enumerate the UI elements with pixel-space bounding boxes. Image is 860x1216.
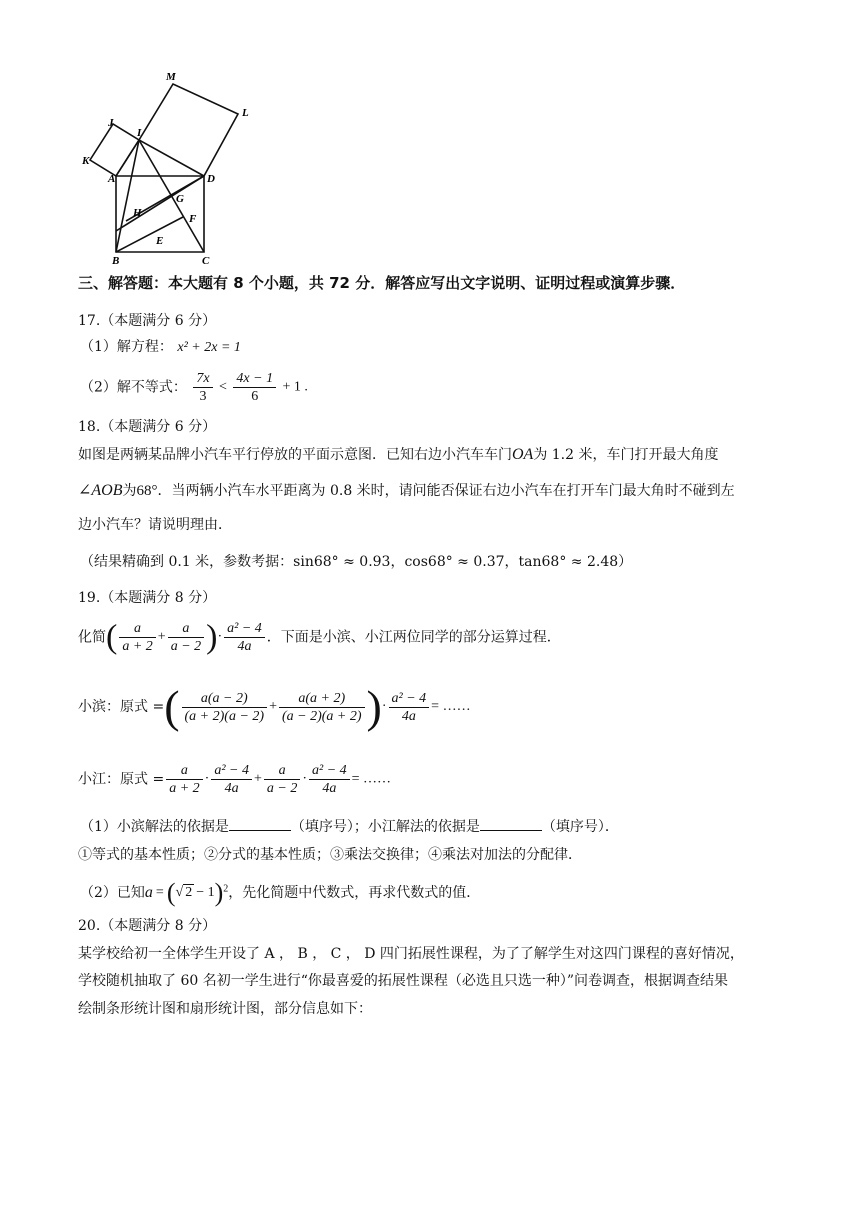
q17-rhs-den: 6 (251, 389, 259, 404)
q17-p2-lhs (193, 370, 212, 405)
q17-lhs-den: 3 (199, 389, 207, 404)
label-m: M (166, 71, 176, 83)
xb-f2-den: (a − 2)(a + 2) (281, 708, 362, 724)
q19-simplify-label: 化简 (78, 629, 106, 646)
q17-p2-rhs (233, 370, 276, 405)
q18-line2-b: ．当两辆小汽车水平距离为 0.8 米时，请问能否保证右边小汽车在打开车门最大角时不碰到左 (157, 483, 735, 499)
q19-f1 (119, 620, 155, 655)
answer-blank-2[interactable] (480, 818, 542, 831)
q19-p1-b: （填序号）；小江解法的依据是 (290, 819, 480, 835)
xj-f1 (166, 762, 202, 797)
xj-f3 (264, 762, 300, 797)
q19-p2-b: ，先化简题中代数式，再求代数式的值． (228, 885, 481, 901)
section-heading: 三、解答题：本大题有 8 个小题，共 72 分．解答应写出文字说明、证明过程或演算步骤． (78, 274, 686, 292)
q19-plus: + (157, 629, 166, 645)
q19-f2 (168, 620, 204, 655)
xj-f1-num: a (166, 762, 202, 780)
label-j: J (108, 117, 114, 129)
q17-part2 (80, 370, 308, 405)
q17-part1 (80, 338, 241, 357)
q19-p1-a: （1）小滨解法的依据是 (80, 819, 229, 835)
xj-f4 (309, 762, 350, 797)
xj-f1-den: a + 2 (169, 781, 200, 796)
xb-plus: + (269, 699, 277, 714)
xb-f3-num: a² − 4 (389, 690, 430, 708)
xb-f2-num: a(a + 2) (279, 690, 365, 708)
q20-header: 20.（本题满分 8 分） (78, 918, 217, 934)
q19-f3-den: 4a (237, 639, 252, 654)
q19-p1-c: （填序号）． (541, 819, 619, 835)
label-f: F (189, 213, 197, 225)
q18-deg: 68° (136, 483, 158, 499)
q19-f2-den: a − 2 (170, 639, 202, 654)
xb-dot: · (381, 699, 387, 714)
q17-header: 17.（本题满分 6 分） (78, 313, 217, 329)
label-g: G (176, 193, 184, 205)
q18-angle: ∠AOB (78, 482, 123, 499)
geometry-figure (78, 66, 338, 266)
q19-f3-num: a² − 4 (224, 620, 265, 638)
xj-f4-num: a² − 4 (309, 762, 350, 780)
q19-f3 (224, 620, 265, 655)
q19-f2-num: a (168, 620, 204, 638)
q17-lhs-num: 7x (193, 370, 212, 388)
q17-rhs-num: 4x − 1 (233, 370, 276, 388)
q19-p2-var: a (144, 884, 153, 901)
xb-f1-num: a(a − 2) (182, 690, 268, 708)
label-e: E (156, 235, 164, 247)
q20-line2: 学校随机抽取了 60 名初一学生进行“你最喜爱的拓展性课程（必选且只选一种）”问卷调查，根据调查结果 (78, 973, 729, 989)
q19-simplify: 化简( $\frac{a}{a + 2}$ + $\frac{a}{a - 2}$ )· $\frac{\text{a² − 4}}{4a}$ ．下面是小滨、小江两位同学的部分运算过程． (78, 618, 561, 656)
q19-p2-sqrt: 2 (185, 885, 193, 900)
square-ajki (90, 124, 139, 176)
xj-f2 (211, 762, 252, 797)
xj-dot2: · (302, 771, 307, 787)
q19-f1-den: a + 2 (122, 639, 153, 654)
xb-eq-dots: = …… (431, 699, 471, 714)
xj-dot1: · (204, 771, 210, 787)
label-l: L (242, 107, 249, 119)
q17-lt: < (219, 379, 227, 395)
q19-p2-eq: = (155, 885, 164, 900)
label-k: K (82, 155, 90, 167)
square-idlm (139, 84, 238, 176)
label-c: C (202, 255, 210, 266)
q19-header: 19.（本题满分 8 分） (78, 590, 217, 606)
q17-p2-label: （2）解不等式： (80, 379, 187, 396)
q18-line1-b: 为 1.2 米，车门打开最大角度 (533, 447, 719, 463)
q18-line1 (78, 446, 719, 464)
xj-f2-den: 4a (224, 781, 239, 796)
xb-f3-den: 4a (401, 708, 416, 724)
label-h: H (133, 207, 142, 219)
q18-line1-a: 如图是两辆某品牌小汽车平行停放的平面示意图．已知右边小汽车车门 (78, 447, 512, 463)
q19-p2-a: （2）已知 (80, 885, 145, 901)
q20-line1: 某学校给初一全体学生开设了 A ， B ， C ， D 四门拓展性课程，为了了解学生对这四门课程的喜好情况， (78, 946, 744, 962)
q19-p2-exp: 2 (223, 883, 229, 895)
q18-oa: OA (512, 446, 534, 463)
q19-p2-minus1: − 1 (196, 885, 215, 900)
q18-line2-a: 为 (122, 483, 137, 499)
q19-f1-num: a (119, 620, 155, 638)
q19-xiaojiang (78, 762, 391, 797)
q19-part2: （2）已知a = (√ 2 − 1)$^2$，先化简题中代数式，再求代数式的值． (80, 878, 481, 907)
q19-dot: · (217, 629, 223, 645)
q18-line2 (78, 482, 735, 500)
q18-header: 18.（本题满分 6 分） (78, 419, 217, 435)
q18-note: （结果精确到 0.1 米，参数考据：sin68° ≈ 0.93，cos68° ≈ 0.37，tan68° ≈ 2.48） (80, 554, 633, 570)
xj-eq-dots: = …… (351, 771, 392, 787)
xb-f1 (182, 690, 268, 725)
answer-blank-1[interactable] (229, 818, 291, 831)
label-i: I (137, 127, 142, 139)
q17-tail: + 1 . (282, 379, 308, 395)
xj-f3-num: a (264, 762, 300, 780)
xj-f2-num: a² − 4 (211, 762, 252, 780)
q18-line3: 边小汽车？请说明理由． (78, 517, 232, 533)
xb-f3 (389, 690, 430, 725)
xj-f3-den: a − 2 (266, 781, 298, 796)
label-d: D (207, 173, 215, 185)
xb-f1-den: (a + 2)(a − 2) (184, 708, 265, 724)
xj-f4-den: 4a (322, 781, 337, 796)
q17-p1-equation: x² + 2x = 1 (177, 340, 241, 355)
q20-line3: 绘制条形统计图和扇形统计图，部分信息如下： (78, 1001, 372, 1017)
label-b: B (112, 255, 120, 266)
xb-label: 小滨：原式 = (78, 699, 165, 715)
q19-xiaobin: 小滨：原式 =( $\frac{a(a - 2)}{(a + 2)(a - 2)}$ + $\frac{a(a + 2)}{(a - 2)(a + 2)}$ )· $\frac{\text{a² − 4}}{4a}$ = …… (78, 681, 471, 732)
xj-plus: + (253, 771, 262, 787)
label-a: A (108, 173, 116, 185)
q19-part1 (80, 818, 619, 836)
xj-label: 小江：原式 = (78, 771, 165, 788)
q19-simplify-tail: ．下面是小滨、小江两位同学的部分运算过程． (266, 629, 561, 646)
q17-p1-label: （1）解方程： (80, 339, 173, 355)
xb-f2 (279, 690, 365, 725)
q19-options: ①等式的基本性质；②分式的基本性质；③乘法交换律；④乘法对加法的分配律． (78, 847, 582, 863)
